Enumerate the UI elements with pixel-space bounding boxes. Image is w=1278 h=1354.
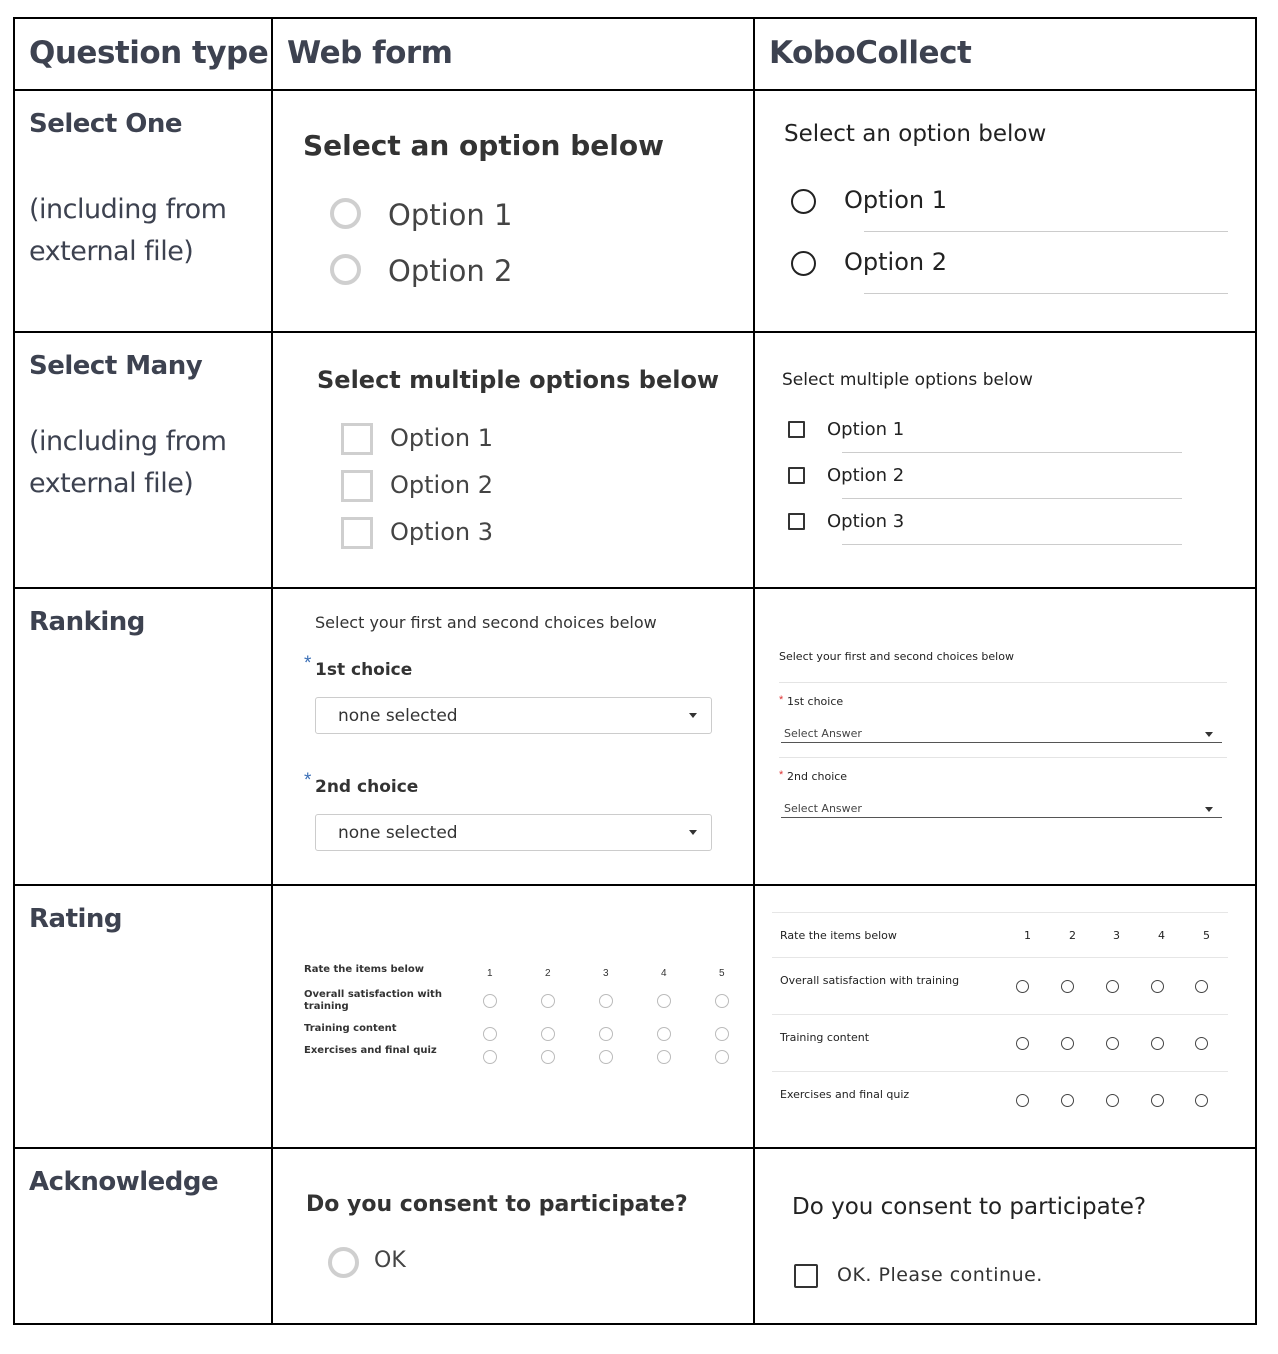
header-row <box>14 18 1256 90</box>
radio-option-1[interactable] <box>330 198 361 229</box>
option-label: Option 2 <box>844 248 947 276</box>
required-marker: * <box>304 653 312 674</box>
caret-down-icon <box>1205 807 1213 812</box>
rating-radio[interactable] <box>599 994 613 1008</box>
first-choice-select[interactable] <box>781 742 1222 743</box>
checkbox-ok[interactable] <box>794 1264 818 1288</box>
checkbox-option-2[interactable] <box>788 467 805 484</box>
option-label: Option 3 <box>390 518 493 546</box>
row-select-many <box>14 332 1256 588</box>
divider <box>842 498 1182 499</box>
rating-radio[interactable] <box>1195 980 1208 993</box>
choice-label: 2nd choice <box>315 777 419 797</box>
option-label: Option 2 <box>827 465 905 486</box>
kobo-question-title: Select your first and second choices below <box>779 650 1014 663</box>
header-web-form: Web form <box>287 35 453 71</box>
scale-label: 5 <box>719 968 725 979</box>
kobo-question-title: Do you consent to participate? <box>792 1194 1147 1220</box>
web-question-title: Select an option below <box>303 129 664 162</box>
header-cell <box>14 18 272 90</box>
rating-radio[interactable] <box>657 1027 671 1041</box>
scale-label: 2 <box>545 968 551 979</box>
choice-label: 1st choice <box>787 695 844 708</box>
choice-label: 2nd choice <box>787 770 848 783</box>
question-type-name: Acknowledge <box>29 1167 219 1197</box>
rating-radio[interactable] <box>1016 980 1029 993</box>
row-select-one <box>14 90 1256 332</box>
option-label: Option 1 <box>388 198 513 232</box>
rating-radio[interactable] <box>1195 1037 1208 1050</box>
rating-radio[interactable] <box>1061 980 1074 993</box>
web-question-title: Select your first and second choices below <box>315 613 657 632</box>
web-form-cell <box>272 588 754 885</box>
kobo-cell <box>754 332 1256 588</box>
type-cell <box>14 1148 272 1324</box>
checkbox-option-3[interactable] <box>788 513 805 530</box>
radio-ok[interactable] <box>328 1247 359 1278</box>
kobo-question-title: Select multiple options below <box>782 370 1033 390</box>
rating-radio[interactable] <box>483 994 497 1008</box>
rating-radio[interactable] <box>1106 1094 1119 1107</box>
checkbox-option-3[interactable] <box>341 517 373 549</box>
rating-radio[interactable] <box>657 994 671 1008</box>
option-label: Option 2 <box>388 254 513 288</box>
divider <box>772 957 1228 958</box>
rating-radio[interactable] <box>1106 980 1119 993</box>
select-value: Select Answer <box>784 802 862 815</box>
web-form-cell <box>272 90 754 332</box>
rating-radio[interactable] <box>715 1027 729 1041</box>
rating-radio[interactable] <box>483 1027 497 1041</box>
option-label: OK <box>374 1248 406 1273</box>
required-marker: * <box>304 770 312 791</box>
rating-radio[interactable] <box>1016 1094 1029 1107</box>
kobo-cell <box>754 1148 1256 1324</box>
row-ranking <box>14 588 1256 885</box>
divider <box>779 757 1227 758</box>
select-value: none selected <box>338 706 458 726</box>
rating-radio[interactable] <box>657 1050 671 1064</box>
type-cell <box>14 588 272 885</box>
header-cell <box>754 18 1256 90</box>
question-type-name: Ranking <box>29 607 145 637</box>
rating-item-label: Training content <box>780 1031 870 1044</box>
option-label: Option 2 <box>390 471 493 499</box>
checkbox-option-1[interactable] <box>341 423 373 455</box>
scale-label: 5 <box>1203 929 1210 942</box>
scale-label: 4 <box>661 968 667 979</box>
select-value: Select Answer <box>784 727 862 740</box>
rating-radio[interactable] <box>715 1050 729 1064</box>
scale-label: 1 <box>1024 929 1031 942</box>
divider <box>779 682 1227 683</box>
select-value: none selected <box>338 823 458 843</box>
radio-option-2[interactable] <box>330 254 361 285</box>
rating-radio[interactable] <box>715 994 729 1008</box>
checkbox-option-1[interactable] <box>788 421 805 438</box>
rating-radio[interactable] <box>1106 1037 1119 1050</box>
option-label: Option 3 <box>827 511 905 532</box>
divider <box>864 293 1228 294</box>
rating-radio[interactable] <box>1151 1094 1164 1107</box>
caret-down-icon <box>689 713 697 718</box>
second-choice-select[interactable] <box>315 814 712 851</box>
rating-item-label: Overall satisfaction with training <box>780 974 960 987</box>
web-form-cell <box>272 885 754 1148</box>
row-rating <box>14 885 1256 1148</box>
required-marker: * <box>779 769 784 781</box>
web-question-title: Select multiple options below <box>317 366 720 394</box>
rating-radio[interactable] <box>1195 1094 1208 1107</box>
rating-item-label: Overall satisfaction with training <box>304 989 442 1012</box>
divider <box>772 1014 1228 1015</box>
rating-radio[interactable] <box>1061 1094 1074 1107</box>
divider <box>842 544 1182 545</box>
required-marker: * <box>779 694 784 706</box>
first-choice-select[interactable] <box>315 697 712 734</box>
web-form-cell <box>272 332 754 588</box>
divider <box>864 231 1228 232</box>
rating-item-label: Training content <box>304 1023 397 1034</box>
web-form-cell <box>272 1148 754 1324</box>
choice-label: 1st choice <box>315 660 413 680</box>
question-type-name: Rating <box>29 904 123 934</box>
rating-radio[interactable] <box>1061 1037 1074 1050</box>
kobo-cell <box>754 588 1256 885</box>
question-type-name: Select Many <box>29 351 203 381</box>
option-label: OK. Please continue. <box>837 1264 1043 1286</box>
scale-label: 3 <box>603 968 609 979</box>
scale-label: 4 <box>1158 929 1165 942</box>
rating-radio[interactable] <box>599 1027 613 1041</box>
rating-item-label: Exercises and final quiz <box>304 1045 437 1056</box>
rating-radio[interactable] <box>1016 1037 1029 1050</box>
type-cell <box>14 90 272 332</box>
type-cell <box>14 885 272 1148</box>
divider <box>772 1071 1228 1072</box>
rating-radio[interactable] <box>1151 1037 1164 1050</box>
radio-option-2[interactable] <box>791 251 816 276</box>
scale-label: 3 <box>1113 929 1120 942</box>
rating-radio[interactable] <box>541 1050 555 1064</box>
header-cell <box>272 18 754 90</box>
kobo-question-title: Select an option below <box>784 121 1047 147</box>
rating-radio[interactable] <box>483 1050 497 1064</box>
rating-radio[interactable] <box>599 1050 613 1064</box>
divider <box>842 452 1182 453</box>
scale-label: 1 <box>487 968 493 979</box>
question-type-note: (including from external file) <box>29 426 227 499</box>
header-kobocollect: KoboCollect <box>769 35 972 71</box>
option-label: Option 1 <box>844 186 947 214</box>
web-question-title: Rate the items below <box>304 964 424 975</box>
type-cell <box>14 332 272 588</box>
kobo-cell <box>754 885 1256 1148</box>
rating-radio[interactable] <box>541 1027 555 1041</box>
option-label: Option 1 <box>827 419 905 440</box>
kobo-question-title: Rate the items below <box>780 929 897 942</box>
rating-radio[interactable] <box>1151 980 1164 993</box>
divider <box>772 912 1228 913</box>
comparison-table <box>13 17 1257 1325</box>
web-question-title: Do you consent to participate? <box>306 1192 688 1217</box>
checkbox-option-2[interactable] <box>341 470 373 502</box>
question-type-note: (including from external file) <box>29 194 227 267</box>
header-question-type: Question type <box>29 35 269 71</box>
radio-option-1[interactable] <box>791 189 816 214</box>
row-acknowledge <box>14 1148 1256 1324</box>
question-type-name: Select One <box>29 109 183 139</box>
caret-down-icon <box>1205 732 1213 737</box>
option-label: Option 1 <box>390 424 493 452</box>
caret-down-icon <box>689 830 697 835</box>
second-choice-select[interactable] <box>781 817 1222 818</box>
rating-radio[interactable] <box>541 994 555 1008</box>
rating-item-label: Exercises and final quiz <box>780 1088 910 1101</box>
kobo-cell <box>754 90 1256 332</box>
scale-label: 2 <box>1069 929 1076 942</box>
